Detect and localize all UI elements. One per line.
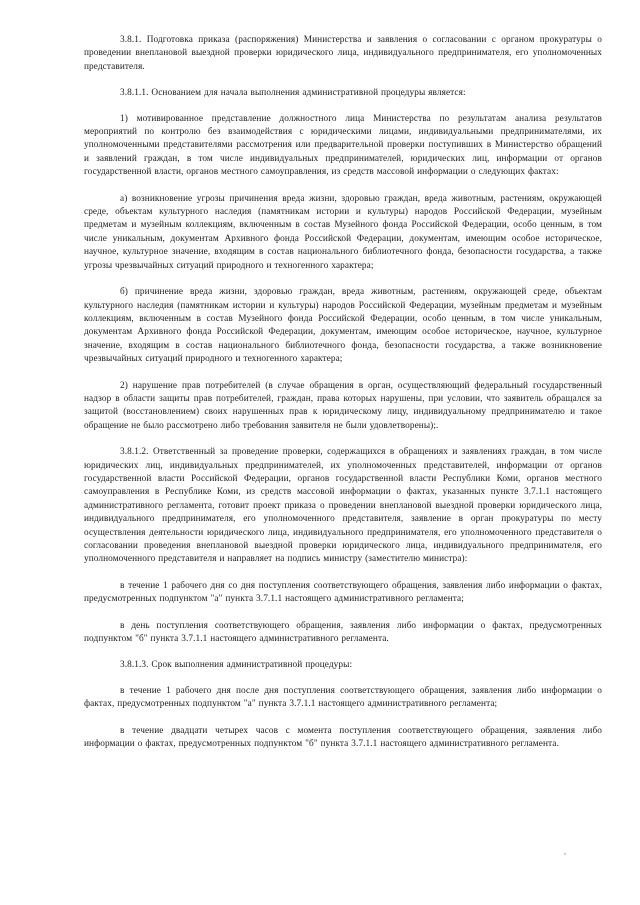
paragraph-item-1: 1) мотивированное представление должностного лица Министерства по результатам анализа результатов мероприятий по контролю без взаимодействия с юридическими лицами, индивидуальными предпринимателями, их уполномоченными представителями рассмотрения или предварительной проверки поступивших в Министерство обращений и заявлений граждан, в том числе индивидуальных предпринимателей, юридических лиц, информации от органов государственной власти, органов местного самоуправления, из средств массовой информации о следующих фактах: — [84, 113, 602, 178]
document-page — [84, 34, 602, 764]
paragraph-term-a: в течение 1 рабочего дня после дня поступления соответствующего обращения, заявления либо информации о фактах, предусмотренных подпунктом "а" пункта 3.7.1.1 настоящего административного регламента; — [84, 685, 602, 710]
paragraph-3-8-1-1: 3.8.1.1. Основанием для начала выполнения административной процедуры является: — [120, 88, 466, 99]
paragraph-term-b: в течение двадцати четырех часов с момента поступления соответствующего обращения, заявления либо информации о фактах, предусмотренных подпунктом "б" пункта 3.7.1.1 настоящего административного регламента. — [84, 725, 602, 750]
paragraph-deadline-a: в течение 1 рабочего дня со дня поступления соответствующего обращения, заявления либо информации о фактах, предусмотренных подпунктом "а" пункта 3.7.1.1 настоящего административного регламента; — [84, 580, 602, 605]
paragraph-3-8-1: 3.8.1. Подготовка приказа (распоряжения) Министерства и заявления о согласовании с органом прокуратуры о проведении внеплановой выездной проверки юридического лица, индивидуального предпринимателя, его уполномоченных представителя. — [84, 35, 602, 72]
paragraph-subitem-a: а) возникновение угрозы причинения вреда жизни, здоровью граждан, вреда животным, растениям, окружающей среде, объектам культурного наследия (памятникам истории и культуры) народов Российской Федерации, музейным предметам и музейным коллекциям, включенным в состав Музейного фонда Российской Федерации, особо ценным, в том числе уникальным, документам Архивного фонда Российской Федерации, документам, имеющим особое историческое, научное, культурное значение, входящим в состав национального библиотечного фонда, безопасности государства, а также угрозы чрезвычайных ситуаций природного и техногенного характера; — [84, 193, 602, 271]
paragraph-item-2: 2) нарушение прав потребителей (в случае обращения в орган, осуществляющий федеральный государственный надзор в области защиты прав потребителей, граждан, права которых нарушены, при условии, что заявитель обращался за защитой (восстановлением) своих нарушенных прав к юридическому лицу, индивидуальному предпринимателю и такое обращение не было рассмотрено либо требования заявителя не были удовлетворены);. — [84, 380, 602, 431]
paragraph-3-8-1-2: 3.8.1.2. Ответственный за проведение проверки, содержащихся в обращениях и заявлениях граждан, в том числе юридических лиц, индивидуальных предпринимателей, их уполномоченных представителей, информации от органов государственной власти Российской Федерации, органов государственной власти Республики Коми, органов местного самоуправления в Республике Коми, из средств массовой информации о фактах, указанных пункте 3.7.1.1 настоящего административного регламента, готовит проект приказа о проведении внеплановой выездной проверки юридического лица, индивидуального предпринимателя, его уполномоченного представителя, заявление в орган прокуратуры по месту осуществления деятельности юридического лица, индивидуального предпринимателя, его уполномоченного представителя о согласовании проведения внеплановой выездной проверки юридического лица, индивидуального предпринимателя, его уполномоченного представителя и направляет на подпись министру (заместителю министра): — [84, 447, 602, 565]
paragraph-deadline-b: в день поступления соответствующего обращения, заявления либо информации о фактах, предусмотренных подпунктом "б" пункта 3.7.1.1 настоящего административного регламента. — [84, 620, 602, 645]
paragraph-3-8-1-3: 3.8.1.3. Срок выполнения административной процедуры: — [120, 660, 353, 671]
scan-artifact-dot — [564, 853, 566, 855]
paragraph-subitem-b: б) причинение вреда жизни, здоровью граждан, вреда животным, растениям, окружающей среде, объектам культурного наследия (памятникам истории и культуры) народов Российской Федерации, музейным предметам и музейным коллекциям, включенным в состав Музейного фонда Российской Федерации, особо ценным, в том числе уникальным, документам Архивного фонда Российской Федерации, документам, имеющим особое историческое, научное, культурное значение, входящим в состав национального библиотечного фонда, безопасности государства, а также возникновение чрезвычайных ситуаций природного и техногенного характера; — [84, 287, 602, 365]
